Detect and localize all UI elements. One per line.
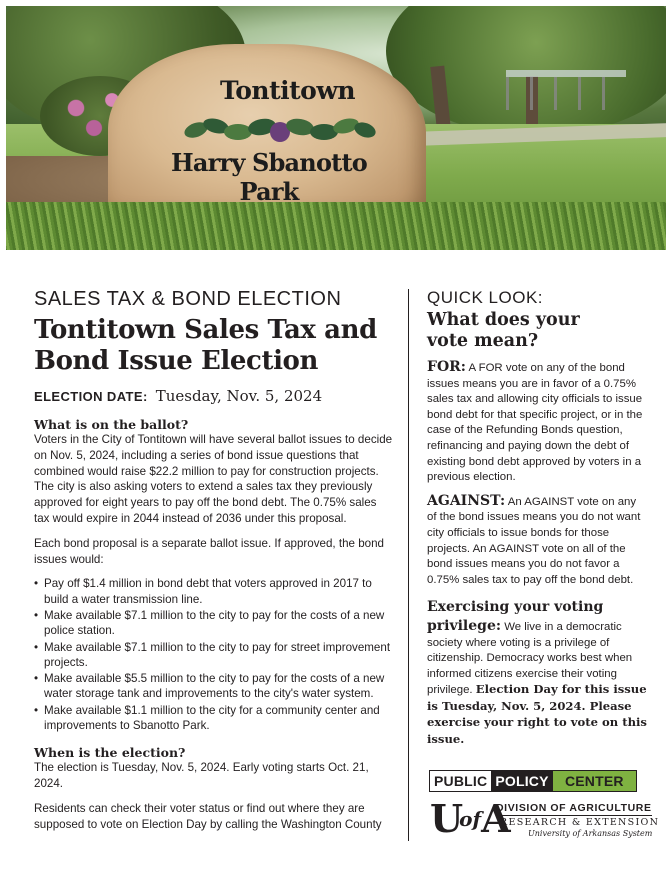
photo-pavilion — [506, 70, 626, 110]
quick-look-sidebar — [427, 288, 647, 749]
photo-foreground-grass — [6, 202, 666, 250]
sign-text-park: Harry Sbanotto Park — [171, 148, 367, 206]
when-paragraph-1: The election is Tuesday, Nov. 5, 2024. Early voting starts Oct. 21, 2024. — [34, 761, 369, 791]
headline-line-2: Bond Issue Election — [34, 346, 318, 376]
sidebar-kicker: QUICK LOOK: — [427, 288, 544, 307]
privilege-text: We live in a democratic society where voting is a privilege of citizenship. Democracy works best when informed citizens exercise their voting privilege. — [427, 620, 633, 697]
sidebar-title — [427, 310, 647, 352]
bond-issue-list — [34, 576, 394, 733]
election-date-value: Tuesday, Nov. 5, 2024 — [155, 387, 323, 405]
headline-line-1: Tontitown Sales Tax and — [34, 315, 377, 345]
against-label: AGAINST: — [427, 492, 506, 509]
sidebar-title-line-2: vote mean? — [427, 331, 539, 351]
against-text: An AGAINST vote on any of the bond issues means you do not want city officials to issue bonds for those projects. An AGAINST vote on all of the bond issues means you do not favor a 0.75% sales tax to pay off the bond debt. — [427, 495, 641, 586]
when-paragraph-2: Residents can check their voter status or find out where they are supposed to vote on Election Day by calling the Washington County — [34, 801, 382, 831]
list-item: • Make available $5.5 million to the city to pay for the costs of a new water storage tank and improvements to the city's water system. — [34, 671, 394, 702]
column-divider — [408, 289, 409, 841]
logo-word-policy: POLICY — [491, 771, 552, 791]
list-item: • Make available $1.1 million to the city for a community center and improvements to Sbanotto Park. — [34, 703, 394, 734]
list-item: • Make available $7.1 million to the city to pay for the costs of a new police station. — [34, 608, 394, 639]
sign-leaf-ornament-icon — [182, 112, 378, 146]
article-headline — [34, 315, 394, 377]
logo-research-text: RESEARCH & EXTENSION — [500, 817, 660, 828]
ballot-paragraph-2: Each bond proposal is a separate ballot issue. If approved, the bond issues would: — [34, 536, 384, 566]
article-column — [34, 288, 394, 833]
against-paragraph — [427, 494, 647, 589]
for-paragraph — [427, 360, 647, 486]
public-policy-center-logo — [429, 770, 637, 792]
ballot-paragraph-1: Voters in the City of Tontitown will have several ballot issues to decide on Nov. 5, 2024, including a series of bond issue questions that combined would raise $22.2 million to pay for construction projects. The city is also asking voters to extend a sales tax they previously approved for eight years to pay off the bond debt. The 0.75% sales tax would expire in 2044 instead of 2036 under this proposal. — [34, 433, 393, 525]
hero-photo — [6, 6, 666, 250]
ballot-heading: What is on the ballot? — [34, 417, 189, 432]
privilege-paragraph — [427, 598, 647, 748]
when-heading: When is the election? — [34, 745, 186, 761]
privilege-label: Exercising your voting privilege: — [427, 599, 604, 634]
list-item: • Make available $7.1 million to the city to pay for street improvement projects. — [34, 640, 394, 671]
sign-text-town: Tontitown — [220, 76, 356, 105]
division-of-agriculture-logo — [430, 796, 660, 841]
list-item: • Pay off $1.4 million in bond debt that voters approved in 2017 to build a water transmission line. — [34, 576, 394, 607]
election-date — [34, 387, 394, 405]
logo-word-center: CENTER — [553, 771, 636, 791]
logo-system-text: University of Arkansas System — [528, 829, 653, 838]
uofa-mark-icon: UofA — [430, 796, 507, 841]
uofa-mark-of: of — [459, 807, 482, 831]
privilege-emphasis: Election Day for this issue is Tuesday, Nov. 5, 2024. Please exercise your right to vote on this issue. — [427, 682, 647, 747]
sidebar-title-line-1: What does your — [427, 310, 580, 330]
for-text: A FOR vote on any of the bond issues means you are in favor of a 0.75% sales tax and allowing city officials to issue bond debt for that specific project, or in the case of the Refunding Bonds question, refinancing and paying down the debt of existing bond debt approved by voters in a previous election. — [427, 362, 643, 484]
article-kicker: SALES TAX & BOND ELECTION — [34, 288, 342, 310]
logo-word-public: PUBLIC — [430, 771, 491, 791]
logo-division-text: DIVISION OF AGRICULTURE — [496, 802, 652, 814]
election-date-label: ELECTION DATE: — [34, 389, 148, 404]
for-label: FOR: — [427, 359, 466, 375]
